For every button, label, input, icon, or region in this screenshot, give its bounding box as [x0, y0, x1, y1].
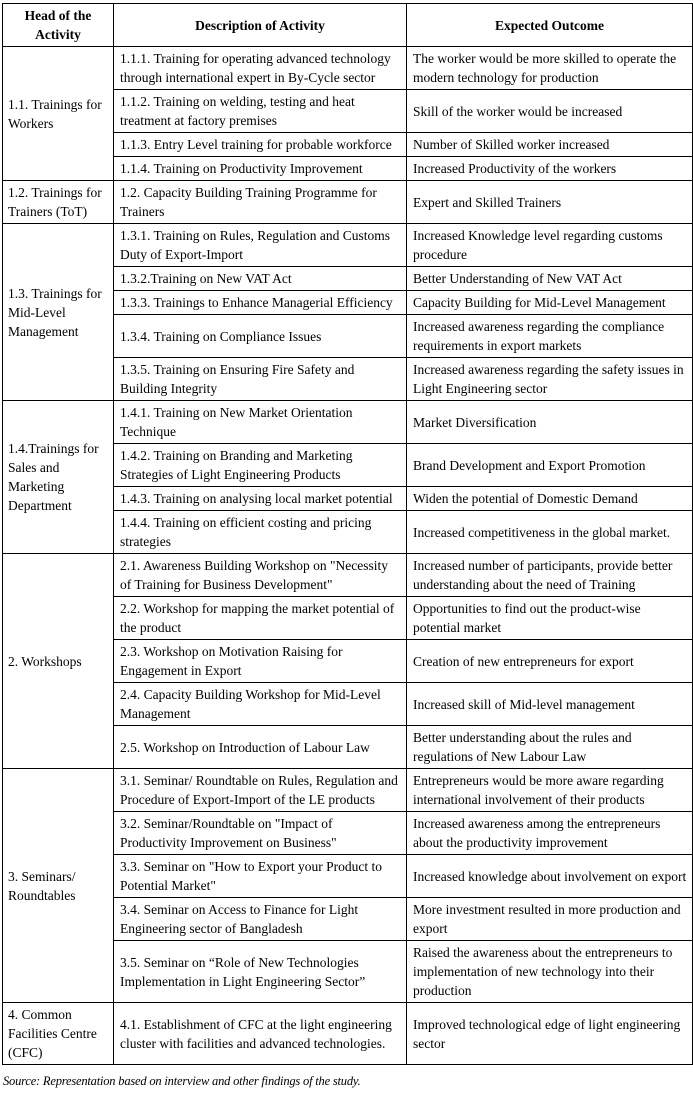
expected-outcome: Increased number of participants, provide better understanding about the need of Training — [407, 554, 693, 597]
expected-outcome: Creation of new entrepreneurs for export — [407, 640, 693, 683]
activity-description: 1.2. Capacity Building Training Programme for Trainers — [114, 181, 407, 224]
activity-description: 1.4.4. Training on efficient costing and pricing strategies — [114, 511, 407, 554]
expected-outcome: Market Diversification — [407, 401, 693, 444]
activity-description: 1.4.3. Training on analysing local market potential — [114, 487, 407, 511]
expected-outcome: Increased awareness regarding the compliance requirements in export markets — [407, 315, 693, 358]
group-head-workshops: 2. Workshops — [3, 554, 114, 769]
column-header-head-of-activity: Head of the Activity — [3, 4, 114, 47]
table-row — [3, 554, 693, 597]
column-header-description: Description of Activity — [114, 4, 407, 47]
activity-description: 1.4.1. Training on New Market Orientation Technique — [114, 401, 407, 444]
table-row — [3, 47, 693, 90]
expected-outcome: Increased awareness among the entrepreneurs about the productivity improvement — [407, 812, 693, 855]
source-note: Source: Representation based on interview and other findings of the study. — [3, 1074, 361, 1088]
activity-description: 4.1. Establishment of CFC at the light engineering cluster with facilities and advanced technologies. — [114, 1003, 407, 1065]
expected-outcome: Widen the potential of Domestic Demand — [407, 487, 693, 511]
expected-outcome: Increased knowledge about involvement on export — [407, 855, 693, 898]
expected-outcome: Capacity Building for Mid-Level Management — [407, 291, 693, 315]
expected-outcome: Increased skill of Mid-level management — [407, 683, 693, 726]
group-head-trainings-workers: 1.1. Trainings for Workers — [3, 47, 114, 181]
table-row — [3, 769, 693, 812]
expected-outcome: Increased competitiveness in the global market. — [407, 511, 693, 554]
expected-outcome: Skill of the worker would be increased — [407, 90, 693, 133]
header-row — [3, 4, 693, 47]
activity-description: 1.1.3. Entry Level training for probable workforce — [114, 133, 407, 157]
activity-description: 1.4.2. Training on Branding and Marketing Strategies of Light Engineering Products — [114, 444, 407, 487]
activity-description: 2.1. Awareness Building Workshop on "Necessity of Training for Business Development" — [114, 554, 407, 597]
expected-outcome: Opportunities to find out the product-wise potential market — [407, 597, 693, 640]
column-header-expected-outcome: Expected Outcome — [407, 4, 693, 47]
expected-outcome: Entrepreneurs would be more aware regarding international involvement of their products — [407, 769, 693, 812]
activity-description: 1.1.4. Training on Productivity Improvement — [114, 157, 407, 181]
expected-outcome: Number of Skilled worker increased — [407, 133, 693, 157]
expected-outcome: Increased Knowledge level regarding customs procedure — [407, 224, 693, 267]
activity-description: 3.1. Seminar/ Roundtable on Rules, Regulation and Procedure of Export-Import of the LE products — [114, 769, 407, 812]
activity-description: 1.3.3. Trainings to Enhance Managerial Efficiency — [114, 291, 407, 315]
activity-description: 2.4. Capacity Building Workshop for Mid-Level Management — [114, 683, 407, 726]
activity-description: 1.3.4. Training on Compliance Issues — [114, 315, 407, 358]
expected-outcome: Better understanding about the rules and regulations of New Labour Law — [407, 726, 693, 769]
activity-description: 1.1.2. Training on welding, testing and heat treatment at factory premises — [114, 90, 407, 133]
activity-description: 2.2. Workshop for mapping the market potential of the product — [114, 597, 407, 640]
group-head-trainings-mid-level: 1.3. Trainings for Mid-Level Management — [3, 224, 114, 401]
expected-outcome: Increased awareness regarding the safety issues in Light Engineering sector — [407, 358, 693, 401]
activity-outcome-table — [2, 3, 693, 1065]
table-row — [3, 1003, 693, 1065]
group-head-seminars-roundtables: 3. Seminars/ Roundtables — [3, 769, 114, 1003]
expected-outcome: Raised the awareness about the entrepreneurs to implementation of new technology into their production — [407, 941, 693, 1003]
activity-description: 3.4. Seminar on Access to Finance for Light Engineering sector of Bangladesh — [114, 898, 407, 941]
activity-description: 1.3.5. Training on Ensuring Fire Safety and Building Integrity — [114, 358, 407, 401]
activity-description: 1.1.1. Training for operating advanced technology through international expert in By-Cycle sector — [114, 47, 407, 90]
expected-outcome: Increased Productivity of the workers — [407, 157, 693, 181]
expected-outcome: Expert and Skilled Trainers — [407, 181, 693, 224]
activity-description: 3.3. Seminar on "How to Export your Product to Potential Market" — [114, 855, 407, 898]
table-row — [3, 224, 693, 267]
activity-description: 1.3.2.Training on New VAT Act — [114, 267, 407, 291]
group-head-common-facilities-centre: 4. Common Facilities Centre (CFC) — [3, 1003, 114, 1065]
expected-outcome: More investment resulted in more production and export — [407, 898, 693, 941]
activity-description: 2.3. Workshop on Motivation Raising for Engagement in Export — [114, 640, 407, 683]
activity-description: 3.5. Seminar on “Role of New Technologies Implementation in Light Engineering Sector” — [114, 941, 407, 1003]
expected-outcome: Brand Development and Export Promotion — [407, 444, 693, 487]
activity-description: 1.3.1. Training on Rules, Regulation and Customs Duty of Export-Import — [114, 224, 407, 267]
expected-outcome: The worker would be more skilled to operate the modern technology for production — [407, 47, 693, 90]
table-row — [3, 401, 693, 444]
table-row — [3, 181, 693, 224]
activity-description: 3.2. Seminar/Roundtable on "Impact of Productivity Improvement on Business" — [114, 812, 407, 855]
expected-outcome: Improved technological edge of light engineering sector — [407, 1003, 693, 1065]
expected-outcome: Better Understanding of New VAT Act — [407, 267, 693, 291]
group-head-trainings-trainers: 1.2. Trainings for Trainers (ToT) — [3, 181, 114, 224]
activity-description: 2.5. Workshop on Introduction of Labour Law — [114, 726, 407, 769]
group-head-trainings-sales-marketing: 1.4.Trainings for Sales and Marketing Department — [3, 401, 114, 554]
